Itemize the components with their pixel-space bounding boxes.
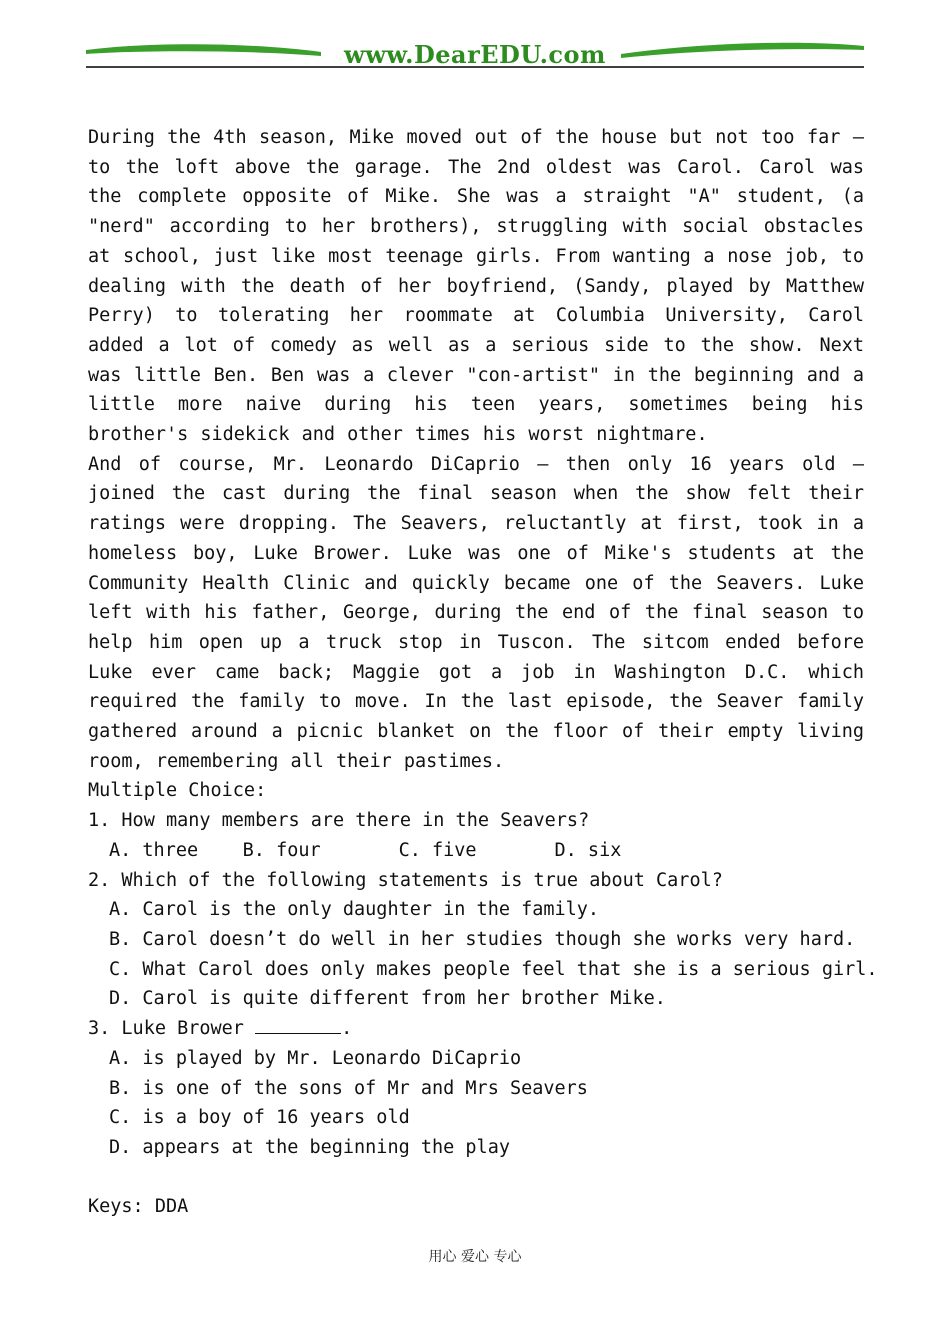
passage-paragraph-1: During the 4th season, Mike moved out of the house but not too far — to the loft above the garage. The 2nd oldest was Carol. Carol was the complete opposite of Mike. She was a straight "A" student, (a "nerd" according to her brothers), struggling with social obstacles at school, just like most teenage girls. From wanting a nose job, to dealing with the death of her boyfriend, (Sandy, played by Matthew Perry) to tolerating her roommate at Columbia University, Carol added a lot of comedy as well as a serious side to the show. Next was little Ben. Ben was a clever "con-artist" in the beginning and a little more naive during his teen years, sometimes being his brother's sidekick and other times his worst nightmare. [88, 127, 864, 446]
question-2-stem: 2. Which of the following statements is true about Carol? [88, 869, 723, 891]
question-1-stem: 1. How many members are there in the Seavers? [88, 810, 590, 832]
document-body [88, 123, 878, 1222]
question-3-stem [88, 1014, 864, 1044]
question-1-options: A. three B. four C. five D. six [109, 839, 622, 861]
question-3-stem-text: 3. Luke Brower [88, 1018, 256, 1040]
question-3-option-d: D. appears at the beginning the play [109, 1136, 510, 1158]
question-3-stem-end: . [341, 1018, 353, 1040]
question-3-option-b: B. is one of the sons of Mr and Mrs Seavers [109, 1077, 588, 1099]
site-header [86, 38, 864, 72]
page-footer: 用心 爱心 专心 [428, 1249, 522, 1265]
question-3-option-a: A. is played by Mr. Leonardo DiCaprio [109, 1047, 522, 1069]
question-2-option-a: A. Carol is the only daughter in the family. [109, 899, 600, 921]
question-2-option-d: D. Carol is quite different from her brother Mike. [109, 988, 666, 1010]
question-2-option-b: B. Carol doesn’t do well in her studies though she works very hard. [109, 928, 856, 950]
question-2-option-c: C. What Carol does only makes people feel that she is a serious girl. [109, 958, 878, 980]
answer-keys: Keys: DDA [88, 1196, 189, 1218]
passage-paragraph-2: And of course, Mr. Leonardo DiCaprio — then only 16 years old — joined the cast during the final season when the show felt their ratings were dropping. The Seavers, reluctantly at first, took in a homeless boy, Luke Brower. Luke was one of Mike's students at the Community Health Clinic and quickly became one of the Seavers. Luke left with his father, George, during the end of the final season to help him open up a truck stop in Tuscon. The sitcom ended before Luke ever came back; Maggie got a job in Washington D.C. which required the family to move. In the last episode, the Seaver family gathered around a picnic blanket on the floor of their empty living room, remembering all their pastimes. [88, 453, 864, 772]
blank-line [88, 1163, 864, 1193]
quiz-heading: Multiple Choice: [88, 780, 267, 802]
question-3-option-c: C. is a boy of 16 years old [109, 1107, 410, 1129]
site-logo-text[interactable]: www.DearEDU.com [344, 40, 606, 69]
answer-blank [255, 1015, 341, 1034]
